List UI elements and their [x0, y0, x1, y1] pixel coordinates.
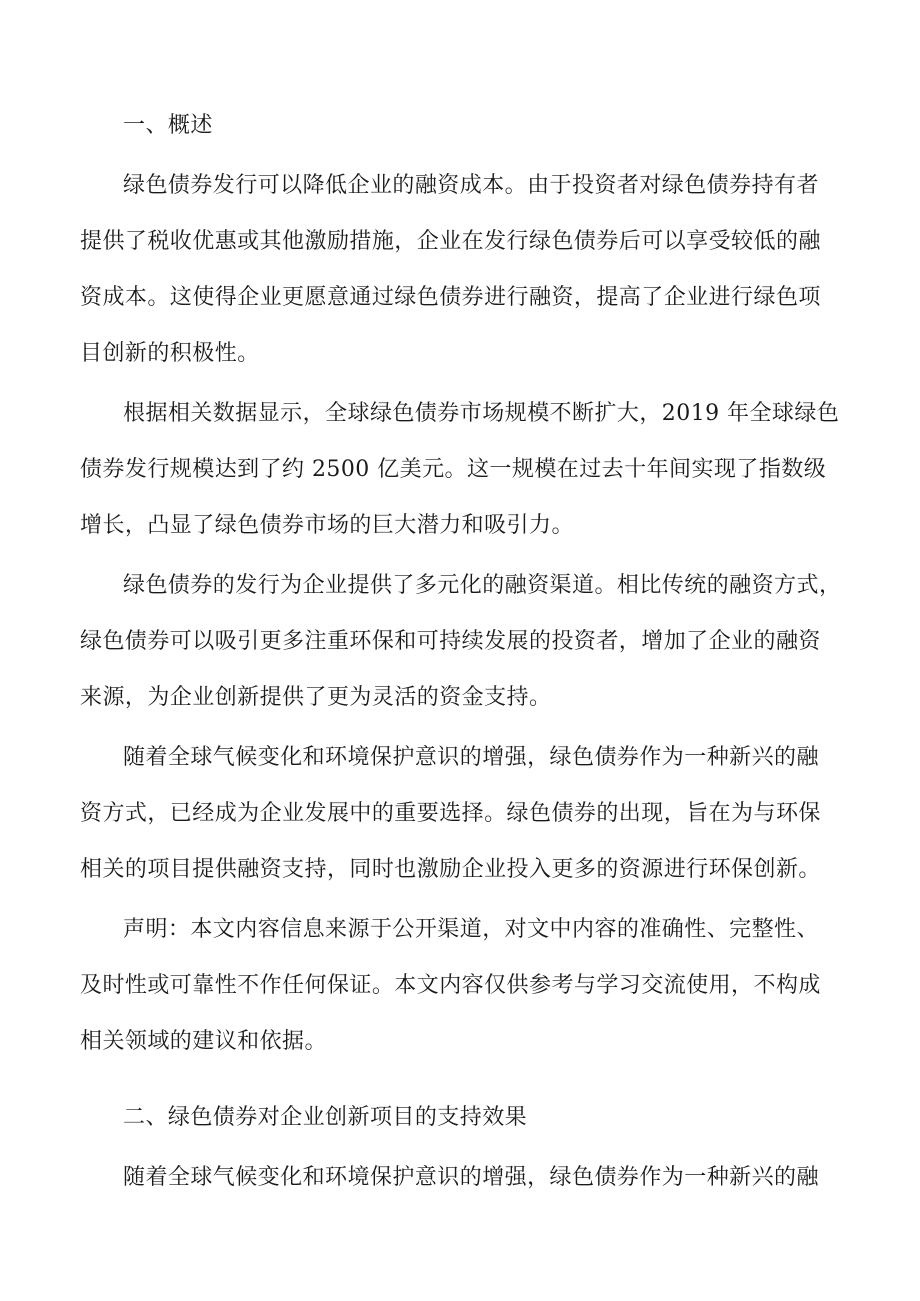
disclaimer-line: 声明：本文内容信息来源于公开渠道，对文中内容的准确性、完整性、	[123, 917, 819, 942]
section-heading-overview: 一、概述	[123, 113, 213, 138]
paragraph-line: 随着全球气候变化和环境保护意识的增强，绿色债券作为一种新兴的融	[123, 1165, 819, 1190]
paragraph-line: 随着全球气候变化和环境保护意识的增强，绿色债券作为一种新兴的融	[123, 745, 819, 770]
disclaimer-line: 相关领域的建议和依据。	[80, 1029, 327, 1054]
disclaimer-line: 及时性或可靠性不作任何保证。本文内容仅供参考与学习交流使用，不构成	[80, 973, 821, 998]
paragraph-line: 提供了税收优惠或其他激励措施，企业在发行绿色债券后可以享受较低的融	[80, 229, 821, 254]
paragraph-line: 资方式，已经成为企业发展中的重要选择。绿色债券的出现，旨在为与环保	[80, 801, 821, 826]
paragraph-line: 绿色债券可以吸引更多注重环保和可持续发展的投资者，增加了企业的融资	[80, 629, 821, 654]
paragraph-line: 目创新的积极性。	[80, 341, 260, 366]
paragraph-line: 增长，凸显了绿色债券市场的巨大潜力和吸引力。	[80, 513, 574, 538]
paragraph-line: 债券发行规模达到了约 2500 亿美元。这一规模在过去十年间实现了指数级	[80, 457, 827, 482]
paragraph-line: 相关的项目提供融资支持，同时也激励企业投入更多的资源进行环保创新。	[80, 857, 821, 882]
paragraph-line: 绿色债券发行可以降低企业的融资成本。由于投资者对绿色债券持有者	[123, 173, 819, 198]
section-heading-support-effect: 二、绿色债券对企业创新项目的支持效果	[123, 1105, 528, 1130]
paragraph-line: 绿色债券的发行为企业提供了多元化的融资渠道。相比传统的融资方式，	[123, 573, 842, 598]
paragraph-line: 资成本。这使得企业更愿意通过绿色债券进行融资，提高了企业进行绿色项	[80, 285, 821, 310]
paragraph-line: 来源，为企业创新提供了更为灵活的资金支持。	[80, 685, 552, 710]
paragraph-line: 根据相关数据显示，全球绿色债券市场规模不断扩大，2019 年全球绿色	[123, 401, 840, 426]
